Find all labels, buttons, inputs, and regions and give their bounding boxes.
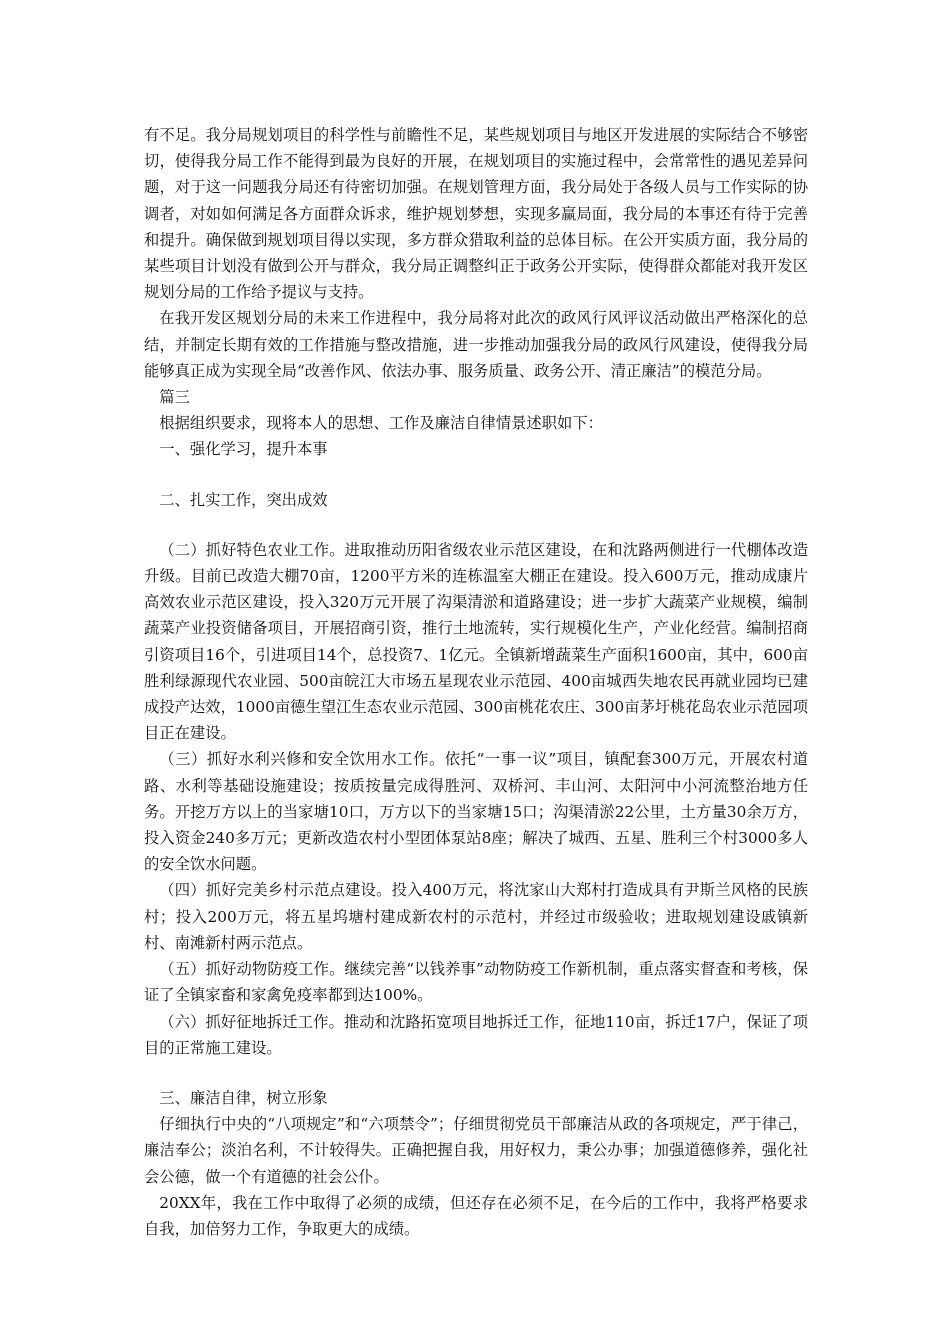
spacer (144, 513, 808, 537)
spacer (144, 463, 808, 487)
paragraph-planning-shortcomings: 有不足。我分局规划项目的科学性与前瞻性不足，某些规划项目与地区开发进展的实际结合不够密切，使得我分局工作不能得到最为良好的开展，在规划项目的实施过程中，会常常性的遇见差异问题，对于这一问题我分局还有待密切加强。在规划管理方面，我分局处于各级人员与工作实际的协调者，对如如何满足各方面群众诉求，维护规划梦想，实现多赢局面，我分局的本事还有待于完善和提升。确保做到规划项目得以实现，多方群众猎取利益的总体目标。在公开实质方面，我分局的某些项目计划没有做到公开与群众，我分局正调整纠正于政务公开实际，使得群众都能对我开发区规划分局的工作给予提议与支持。 (144, 126, 808, 302)
paragraph-report-intro: 根据组织要求，现将本人的思想、工作及廉洁自律情景述职如下： (159, 414, 603, 433)
document-body (144, 122, 808, 1242)
section-label-part-three: 篇三 (159, 388, 190, 407)
paragraph-water-conservancy: （三）抓好水利兴修和安全饮用水工作。依托“一事一议”项目，镇配套300万元，开展农村道路、水利等基础设施建设；按质按量完成得胜河、双桥河、丰山河、太阳河中小河流整治地方任务。开挖万方以上的当家塘10口，万方以下的当家塘15口；沟渠清淤22公里，土方量30余万方，投入资金240多万元；更新改造农村小型团体泵站8座；解决了城西、五星、胜利三个村3000多人的安全饮水问题。 (144, 750, 808, 874)
paragraph-future-work: 在我开发区规划分局的未来工作进程中，我分局将对此次的政风行风评议活动做出严格深化的总结，并制定长期有效的工作措施与整改措施，进一步推动加强我分局的政风行风建设，使得我分局能够真正成为实现全局“改善作风、依法办事、服务质量、政务公开、清正廉洁”的模范分局。 (144, 309, 808, 380)
heading-strengthen-study: 一、强化学习，提升本事 (159, 440, 328, 459)
paragraph-animal-epidemic: （五）抓好动物防疫工作。继续完善“以钱养事”动物防疫工作新机制，重点落实督查和考核，保证了全镇家畜和家禽免疫率都到达100%。 (144, 960, 808, 1005)
heading-solid-work: 二、扎实工作，突出成效 (159, 490, 328, 509)
paragraph-agriculture: （二）抓好特色农业工作。进取推动历阳省级农业示范区建设，在和沈路两侧进行一代棚体改造升级。目前已改造大棚70亩，1200平方米的连栋温室大棚正在建设。投入600万元，推动成康片高效农业示范区建设，投入320万元开展了沟渠清淤和道路建设；进一步扩大蔬菜产业规模，编制蔬菜产业投资储备项目，开展招商引资，推行土地流转，实行规模化生产，产业化经营。编制招商引资项目16个，引进项目14个，总投资7、1亿元。全镇新增蔬菜生产面积1600亩，其中，600亩胜利绿源现代农业园、500亩皖江大市场五星现农业示范园、400亩城西失地农民再就业园均已建成投产达效，1000亩德生望江生态农业示范园、300亩桃花农庄、300亩茅圩桃花岛农业示范园项目正在建设。 (144, 540, 808, 743)
spacer (144, 1061, 808, 1085)
paragraph-conclusion: 20XX年，我在工作中取得了必须的成绩，但还存在必须不足，在今后的工作中，我将严格要求自我，加倍努力工作，争取更大的成绩。 (144, 1193, 808, 1238)
paragraph-village-demo: （四）抓好完美乡村示范点建设。投入400万元，将沈家山大郑村打造成具有尹斯兰风格的民族村；投入200万元，将五星坞塘村建成新农村的示范村，并经过市级验收；进取规划建设戚镇新村、南滩新村两示范点。 (144, 881, 808, 952)
paragraph-land-demolition: （六）抓好征地拆迁工作。推动和沈路拓宽项目地拆迁工作，征地110亩，拆迁17户，保证了项目的正常施工建设。 (144, 1012, 808, 1057)
heading-integrity: 三、廉洁自律，树立形象 (159, 1088, 328, 1107)
paragraph-integrity-rules: 仔细执行中央的“八项规定”和“六项禁令”；仔细贯彻党员干部廉洁从政的各项规定，严于律己，廉洁奉公；淡泊名利，不计较得失。正确把握自我，用好权力，秉公办事；加强道德修养，强化社会公德，做一个有道德的社会公仆。 (144, 1115, 808, 1186)
